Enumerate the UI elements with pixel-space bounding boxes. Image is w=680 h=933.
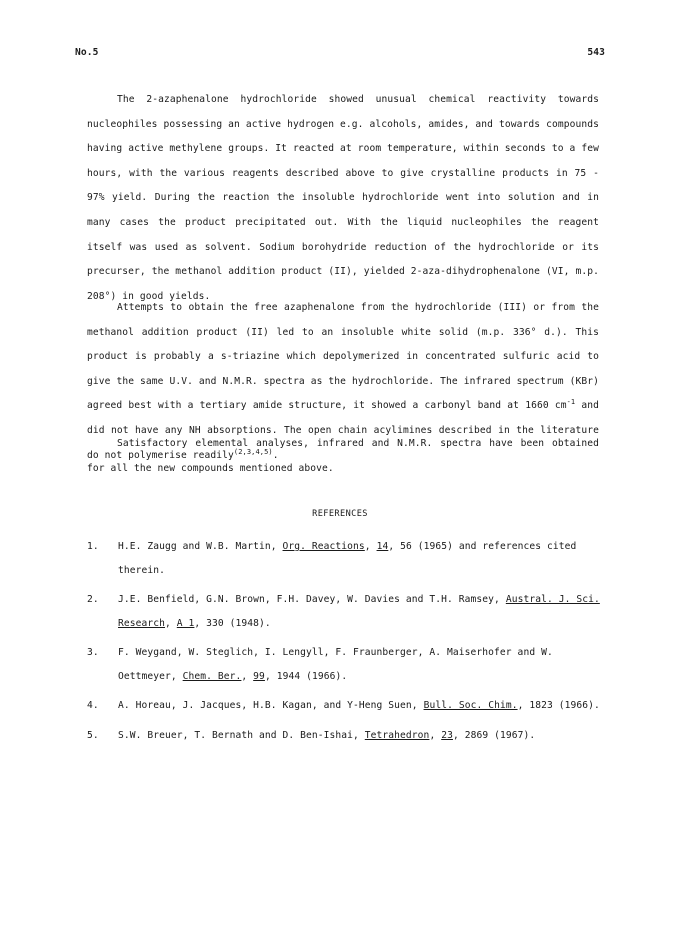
reference-details: , 2869 (1967). [452,729,536,741]
reference-authors: H.E. Zaugg and W.B. Martin, [118,541,283,552]
page-header [75,47,605,61]
reference-separator: , [364,541,377,552]
reference-item [87,588,607,635]
reference-separator: , [165,617,177,629]
reference-journal: Bull. Soc. Chim. [423,700,518,711]
reference-item [87,641,607,688]
reference-number: 2. [87,594,99,605]
reference-journal: Austral. J. Sci. Research [118,594,600,629]
reference-details: , 56 (1965) and references cited therein. [118,541,577,576]
reference-authors: S.W. Breuer, T. Bernath and D. Ben-Ishai, [118,729,365,741]
reference-number: 5. [87,729,99,741]
issue-number: No.5 [75,47,99,58]
paragraph-1 [87,88,599,309]
reference-item [87,535,607,582]
references-title: REFERENCES [312,509,368,519]
reference-authors: J.E. Benfield, G.N. Brown, F.H. Davey, W. Davies and T.H. Ramsey, [118,594,506,605]
reference-item [87,694,607,718]
superscript-unit: -1 [566,398,576,407]
reference-journal: Org. Reactions [282,541,365,552]
paragraph-text-part: . [272,449,279,461]
reference-journal: Tetrahedron [364,729,430,741]
reference-details: 1823 (1966). [529,700,600,711]
paragraph-3 [87,432,599,481]
reference-details: , 1944 (1966). [264,670,348,682]
reference-authors: A. Horeau, J. Jacques, H.B. Kagan, and Y-Heng Suen, [118,700,424,711]
paragraph-text-part: and did not have any NH absorptions. The open chain acylimines described in the literature do not polymerise readily [87,400,599,461]
reference-item [87,724,607,748]
reference-number: 1. [87,541,99,552]
references-list [87,535,607,753]
paragraph-text: Satisfactory elemental analyses, infrared and N.M.R. spectra have been obtained for all the new compounds mentioned above. [87,438,599,474]
reference-details: , 330 (1948). [194,617,271,629]
reference-number: 3. [87,647,99,658]
reference-number: 4. [87,700,99,711]
citation-superscript: (2,3,4,5) [233,447,273,456]
reference-separator: , [429,729,442,741]
paragraph-text: The 2-azaphenalone hydrochloride showed unusual chemical reactivity towards nucleophiles possessing an active hydrogen e.g. alcohols, amides, and towards compounds having active methylene groups. It reacted at room temperature, within seconds to a few hours, with the various reagents described above to give crystalline products in 75 - 97% yield. During the reaction the insoluble hydrochloride went into solution and in many cases the product precipitated out. With the liquid nucleophiles the reagent itself was used as solvent. Sodium borohydride reduction of the hydrochloride or its precurser, the methanol addition product (II), yielded 2-aza-dihydrophenalone (VI, m.p. 208°) in good yields. [87,94,599,302]
reference-separator: , [241,670,254,682]
page-number: 543 [587,47,605,58]
reference-authors: F. Weygand, W. Steglich, I. Lengyll, F. Fraunberger, A. Maiserhofer and W. Oettmeyer, [118,647,553,682]
paragraph-text-part: Attempts to obtain the free azaphenalone from the hydrochloride (III) or from the methanol addition product (II) led to an insoluble white solid (m.p. 336° d.). This product is probably a s-triazine which depolymerized in concentrated sulfuric acid to give the same U.V. and N.M.R. spectra as the hydrochloride. The infrared spectrum (KBr) agreed best with a tertiary amide structure, it showed a carbonyl band at 1660 cm [87,302,599,412]
reference-separator: , [517,700,530,711]
reference-volume: 23 [441,729,453,741]
reference-volume: A 1 [176,617,195,629]
reference-journal: Chem. Ber. [182,670,242,682]
reference-volume: 14 [376,541,389,552]
reference-volume: 99 [253,670,265,682]
